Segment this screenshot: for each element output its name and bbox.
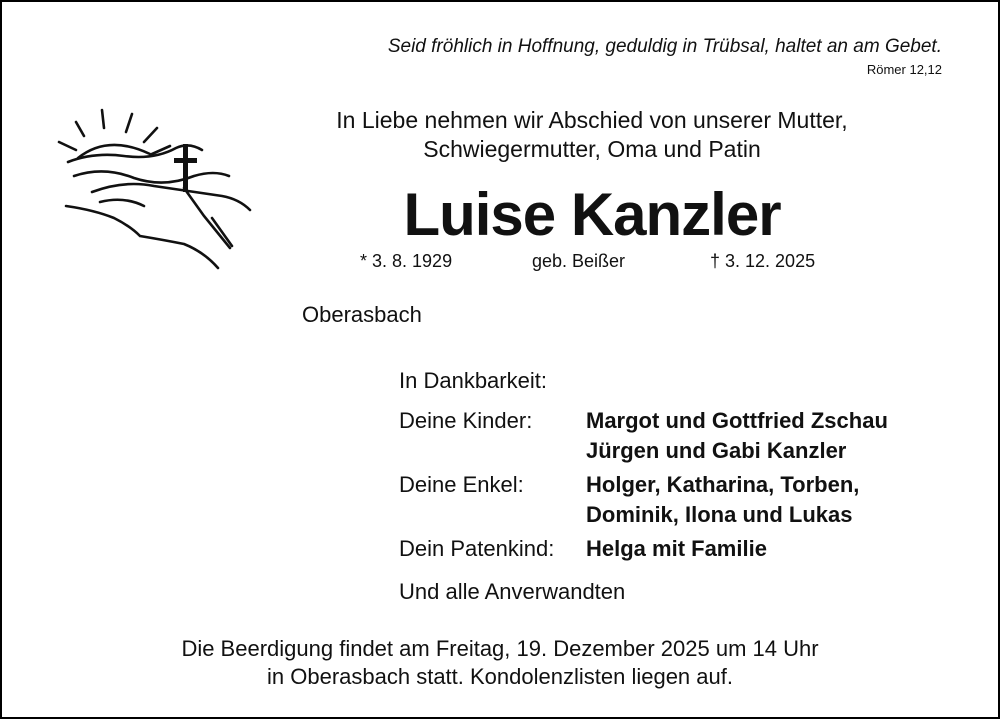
deceased-name: Luise Kanzler [403, 181, 781, 248]
mourners-heading: In Dankbarkeit: [399, 368, 547, 393]
children-names [586, 406, 888, 466]
intro-text [242, 106, 942, 164]
relatives-closing: Und alle Anverwandten [399, 579, 626, 604]
intro-line-1: In Liebe nehmen wir Abschied von unserer Mutter, [336, 107, 848, 133]
godchild-names [586, 534, 767, 564]
grandchildren-line-1: Holger, Katharina, Torben, [586, 472, 860, 497]
funeral-line-1: Die Beerdigung findet am Freitag, 19. Dezember 2025 um 14 Uhr [181, 636, 819, 661]
grandchildren-names [586, 470, 859, 530]
grandchildren-line-2: Dominik, Ilona und Lukas [586, 502, 853, 527]
birth-date: * 3. 8. 1929 [360, 251, 453, 271]
sunrise-hills-cross-icon [54, 106, 254, 276]
bible-verse: Seid fröhlich in Hoffnung, geduldig in Trübsal, haltet an am Gebet. [387, 36, 942, 57]
children-line-2: Jürgen und Gabi Kanzler [586, 438, 847, 463]
funeral-notice [2, 635, 998, 691]
godchild-label: Dein Patenkind: [399, 536, 555, 561]
death-date: † 3. 12. 2025 [710, 251, 816, 271]
grandchildren-label: Deine Enkel: [399, 472, 524, 497]
maiden-name: geb. Beißer [532, 251, 626, 271]
children-label: Deine Kinder: [399, 408, 533, 433]
intro-line-2: Schwiegermutter, Oma und Patin [423, 136, 761, 162]
bible-verse-reference: Römer 12,12 [866, 62, 942, 77]
children-line-1: Margot und Gottfried Zschau [586, 408, 888, 433]
funeral-line-2: in Oberasbach statt. Kondolenzlisten liegen auf. [267, 664, 733, 689]
hometown: Oberasbach [302, 302, 422, 327]
godchild-line-1: Helga mit Familie [586, 536, 767, 561]
